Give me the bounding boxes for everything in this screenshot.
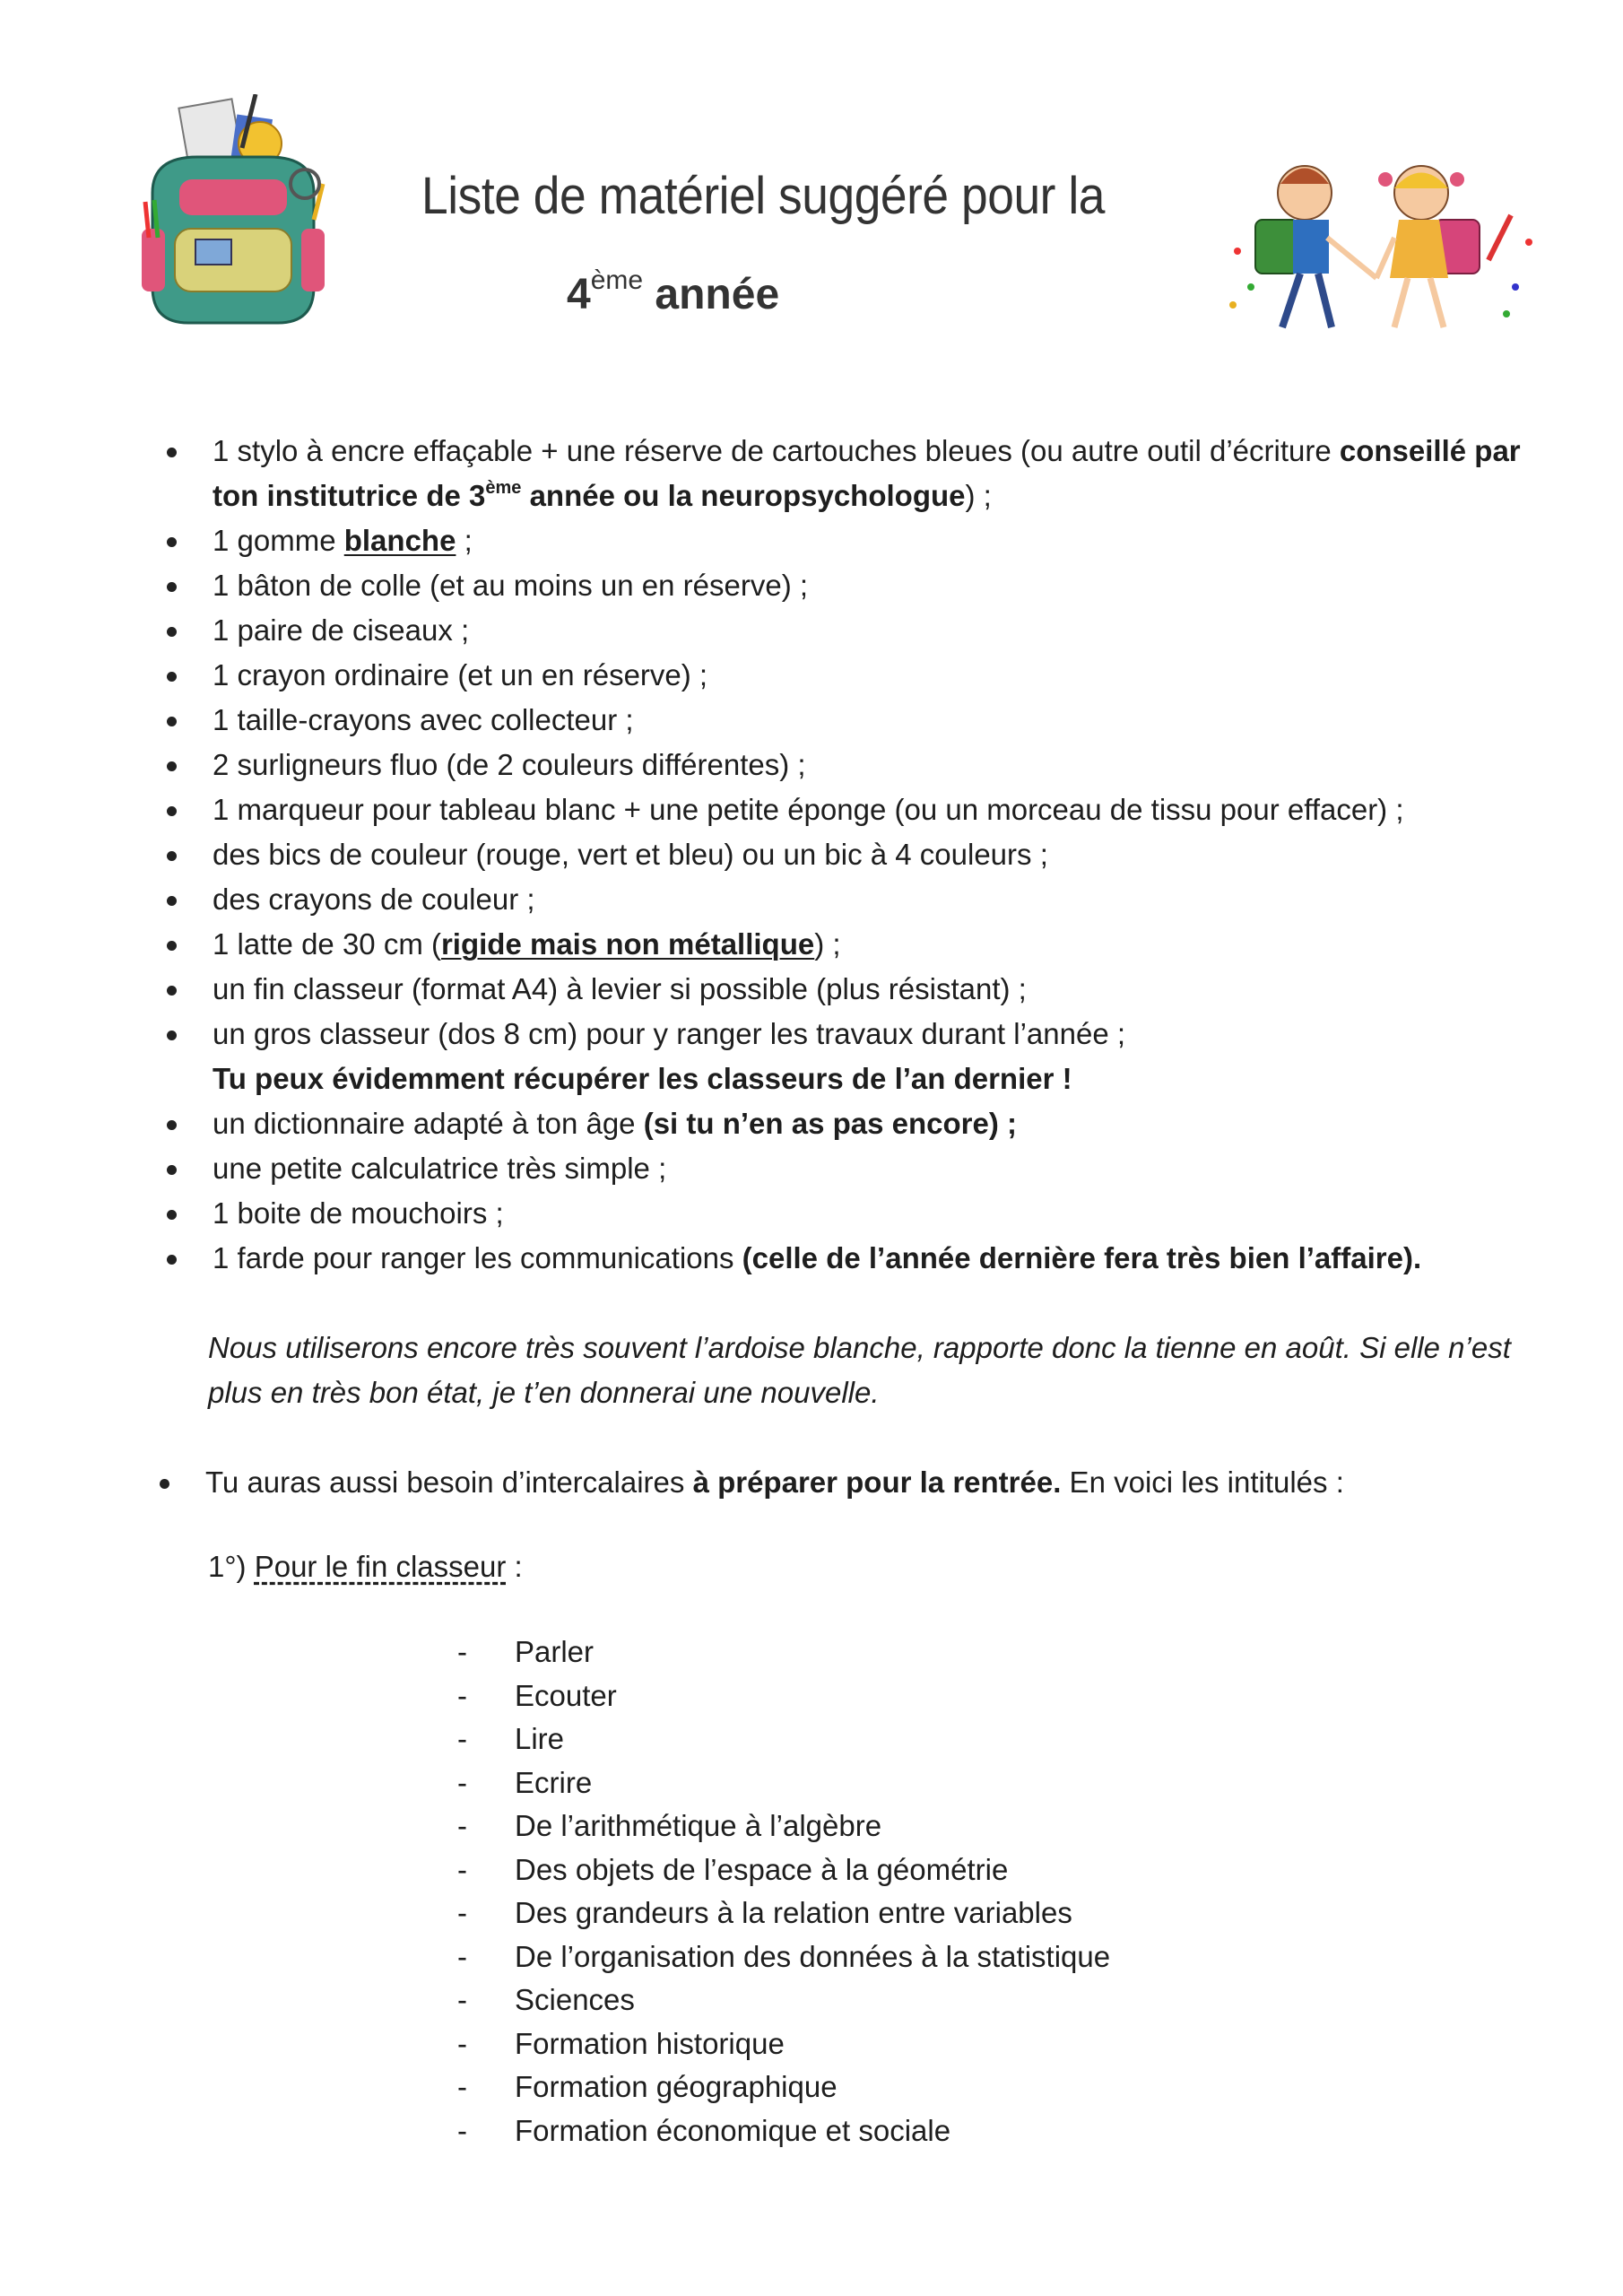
- list-item: 1 crayon ordinaire (et un en réserve) ;: [161, 653, 1542, 698]
- divider-item: - Parler: [457, 1635, 595, 1668]
- divider-item: - Formation économique et sociale: [457, 2113, 951, 2147]
- list-item: 1 paire de ciseaux ;: [161, 608, 1542, 653]
- divider-item: - Des objets de l’espace à la géométrie: [457, 1852, 1009, 1886]
- list-item: un gros classeur (dos 8 cm) pour y ranger les travaux durant l’année ; Tu peux évidemment récupérer les classeurs de l’an dernier !: [161, 1012, 1542, 1101]
- bullet-icon: [167, 1210, 177, 1220]
- bullet-icon: [167, 448, 177, 457]
- list-item: un dictionnaire adapté à ton âge (si tu n’en as pas encore) ;: [161, 1101, 1542, 1146]
- page-title: Liste de matériel suggéré pour la: [421, 167, 1105, 225]
- divider-item: - De l’arithmétique à l’algèbre: [457, 1809, 882, 1842]
- grade-word: année: [655, 271, 780, 318]
- backpack-illustration: [135, 94, 332, 336]
- grade-number: 4: [567, 271, 591, 318]
- bullet-icon: [160, 1479, 169, 1489]
- list-item: 1 latte de 30 cm (rigide mais non métallique) ;: [161, 922, 1542, 967]
- divider-item: - De l’organisation des données à la statistique: [457, 1939, 1111, 1973]
- divider-item: - Des grandeurs à la relation entre variables: [457, 1896, 1072, 1929]
- list-item: des bics de couleur (rouge, vert et bleu) ou un bic à 4 couleurs ;: [161, 832, 1542, 877]
- bullet-icon: [167, 717, 177, 726]
- grade-superscript: ème: [590, 265, 644, 295]
- bullet-icon: [167, 582, 177, 592]
- bullet-icon: [167, 537, 177, 547]
- bullet-icon: [167, 1120, 177, 1130]
- bullet-icon: [167, 806, 177, 816]
- divider-list: [457, 1631, 1110, 2152]
- divider-item: - Lire: [457, 1722, 565, 1755]
- section-heading: 1°) Pour le fin classeur :: [208, 1550, 523, 1583]
- bullet-icon: [167, 672, 177, 682]
- list-item: Tu auras aussi besoin d’intercalaires à préparer pour la rentrée. En voici les intitulés :: [154, 1460, 1535, 1505]
- list-item: 1 stylo à encre effaçable + une réserve de cartouches bleues (ou autre outil d’écriture conseillé par ton institutrice de 3ème année ou la neuropsychologue) ;: [161, 429, 1542, 518]
- divider-item: - Ecrire: [457, 1765, 593, 1799]
- list-item: des crayons de couleur ;: [161, 877, 1542, 922]
- list-item: une petite calculatrice très simple ;: [161, 1146, 1542, 1191]
- bullet-icon: [167, 851, 177, 861]
- list-item: 1 gomme blanche ;: [161, 518, 1542, 563]
- list-item: 2 surligneurs fluo (de 2 couleurs différentes) ;: [161, 743, 1542, 787]
- bullet-icon: [167, 1165, 177, 1175]
- children-illustration: [1219, 152, 1542, 341]
- bullet-icon: [167, 761, 177, 771]
- grade-heading: [567, 265, 779, 319]
- supply-list: [161, 429, 1542, 1281]
- divider-item: - Ecouter: [457, 1678, 617, 1712]
- divider-item: - Formation géographique: [457, 2070, 838, 2103]
- list-item: 1 marqueur pour tableau blanc + une petite éponge (ou un morceau de tissu pour effacer) ;: [161, 787, 1542, 832]
- slate-note: Nous utiliserons encore très souvent l’ardoise blanche, rapporte donc la tienne en août. Si elle n’est plus en très bon état, je t’en donnerai une nouvelle.: [208, 1331, 1511, 1409]
- divider-item: - Sciences: [457, 1983, 635, 2016]
- list-item: 1 taille-crayons avec collecteur ;: [161, 698, 1542, 743]
- bullet-icon: [167, 941, 177, 951]
- intercalaires-item: [154, 1460, 1535, 1505]
- list-item: un fin classeur (format A4) à levier si possible (plus résistant) ;: [161, 967, 1542, 1012]
- bullet-icon: [167, 1255, 177, 1265]
- bullet-icon: [167, 896, 177, 906]
- bullet-icon: [167, 986, 177, 996]
- divider-item: - Formation historique: [457, 2026, 785, 2060]
- list-item: 1 farde pour ranger les communications (celle de l’année dernière fera très bien l’affaire).: [161, 1236, 1542, 1281]
- bullet-icon: [167, 1031, 177, 1040]
- list-item: 1 boite de mouchoirs ;: [161, 1191, 1542, 1236]
- bullet-icon: [167, 627, 177, 637]
- list-item: 1 bâton de colle (et au moins un en réserve) ;: [161, 563, 1542, 608]
